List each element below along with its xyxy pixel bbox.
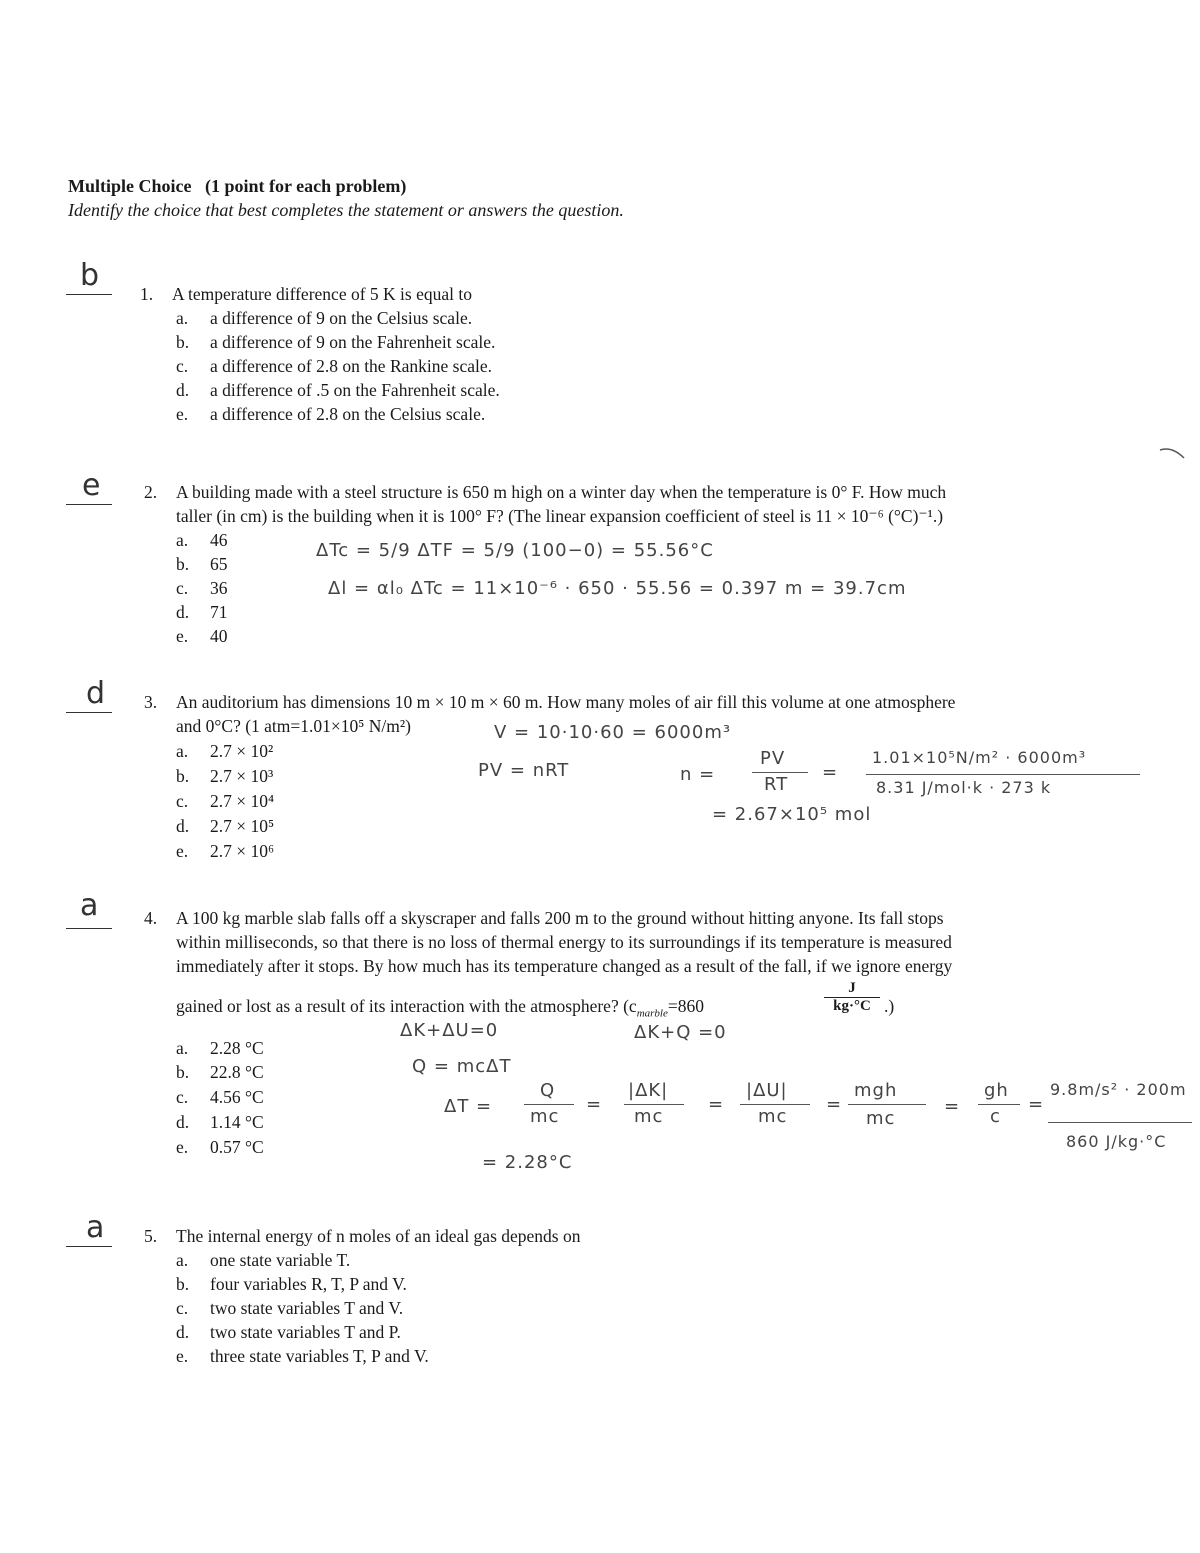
- option-e: e. 2.7 × 10⁶: [176, 841, 275, 861]
- handwritten-result: = 2.28°C: [482, 1152, 573, 1173]
- handwritten-frac-num: gh: [984, 1080, 1009, 1101]
- question-stem: The internal energy of n moles of an ideal gas depends on: [176, 1226, 581, 1246]
- question-stem-line-1: An auditorium has dimensions 10 m × 10 m × 60 m. How many moles of air fill this volume at one atmosphere: [176, 692, 956, 712]
- option-a: a. 2.28 °C: [176, 1038, 264, 1058]
- option-e: e. 40: [176, 626, 228, 646]
- option-c: c. two state variables T and V.: [176, 1298, 404, 1318]
- handwritten-frac-num: 9.8m/s² · 200m: [1050, 1080, 1187, 1099]
- handwritten-work-line-2: Δl = αl₀ ΔTc = 11×10⁻⁶ · 650 · 55.56 = 0.397 m = 39.7cm: [328, 578, 907, 599]
- option-b: b. 22.8 °C: [176, 1062, 264, 1082]
- option-c: c. a difference of 2.8 on the Rankine scale.: [176, 356, 492, 376]
- fraction-bar: [978, 1104, 1020, 1105]
- section-title: Multiple Choice (1 point for each problem): [68, 176, 407, 196]
- handwritten-ideal-gas: PV = nRT: [478, 760, 570, 781]
- answer-line-5: [66, 1246, 112, 1247]
- option-b: b. 2.7 × 10³: [176, 766, 274, 786]
- handwritten-pv: PV: [760, 748, 786, 769]
- option-b: b. four variables R, T, P and V.: [176, 1274, 407, 1294]
- handwritten-frac-num: Q: [540, 1080, 556, 1101]
- specific-heat-unit: J kg·°C: [824, 980, 880, 1015]
- handwritten-frac-den: mc: [530, 1106, 560, 1127]
- option-b: b. 65: [176, 554, 228, 574]
- handwritten-equals: =: [822, 762, 839, 783]
- handwritten-equals: =: [944, 1096, 961, 1117]
- answer-mark-1: b: [80, 258, 100, 293]
- option-d: d. 1.14 °C: [176, 1112, 264, 1132]
- option-e: e. a difference of 2.8 on the Celsius scale.: [176, 404, 486, 424]
- option-c: c. 4.56 °C: [176, 1087, 264, 1107]
- option-e: e. 0.57 °C: [176, 1137, 264, 1157]
- answer-mark-3: d: [86, 676, 106, 711]
- option-c: c. 36: [176, 578, 228, 598]
- handwritten-frac-den: c: [990, 1106, 1001, 1127]
- question-stem-line-1: A building made with a steel structure is 650 m high on a winter day when the temperature is 0° F. How much: [176, 482, 947, 502]
- option-e: e. three state variables T, P and V.: [176, 1346, 429, 1366]
- question-stem: A temperature difference of 5 K is equal to: [172, 284, 472, 304]
- handwritten-frac-num: mgh: [854, 1080, 898, 1101]
- answer-line-1: [66, 294, 112, 295]
- fraction-bar: [1048, 1122, 1192, 1123]
- option-d: d. two state variables T and P.: [176, 1322, 401, 1342]
- option-d: d. a difference of .5 on the Fahrenheit scale.: [176, 380, 500, 400]
- question-stem-line-2: within milliseconds, so that there is no loss of thermal energy to its surroundings if its temperature is measured: [176, 932, 952, 952]
- handwritten-numerator: 1.01×10⁵N/m² · 6000m³: [872, 748, 1087, 767]
- question-number: 3.: [144, 692, 158, 712]
- handwritten-equals: =: [586, 1094, 603, 1115]
- handwritten-frac-den: mc: [634, 1106, 664, 1127]
- handwritten-energy-eq: ΔK+ΔU=0: [400, 1020, 499, 1041]
- scan-mark: [1158, 444, 1188, 464]
- answer-mark-2: e: [82, 468, 101, 503]
- handwritten-equals: =: [1028, 1094, 1045, 1115]
- question-stem-line-1: A 100 kg marble slab falls off a skyscraper and falls 200 m to the ground without hitting anyone. Its fall stops: [176, 908, 944, 928]
- answer-line-3: [66, 712, 112, 713]
- handwritten-n-label: n =: [680, 764, 716, 785]
- option-d: d. 71: [176, 602, 228, 622]
- option-a: a. 2.7 × 10²: [176, 741, 274, 761]
- handwritten-rt: RT: [764, 774, 789, 795]
- question-number: 2.: [144, 482, 158, 502]
- question-number: 4.: [144, 908, 158, 928]
- question-stem-line-2: and 0°C? (1 atm=1.01×10⁵ N/m²): [176, 716, 411, 736]
- handwritten-equals: =: [826, 1094, 843, 1115]
- question-stem-line-3: immediately after it stops. By how much has its temperature changed as a result of the fall, if we ignore energy: [176, 956, 953, 976]
- handwritten-result: = 2.67×10⁵ mol: [712, 804, 872, 825]
- handwritten-frac-den: 860 J/kg·°C: [1066, 1132, 1167, 1151]
- option-a: a. a difference of 9 on the Celsius scale.: [176, 308, 473, 328]
- handwritten-energy-eq-2: ΔK+Q =0: [634, 1022, 727, 1043]
- fraction-bar: [524, 1104, 574, 1105]
- handwritten-work-line-1: ΔTc = 5/9 ΔTF = 5/9 (100−0) = 55.56°C: [316, 540, 714, 561]
- fraction-bar: [624, 1104, 684, 1105]
- handwritten-equals: =: [708, 1094, 725, 1115]
- handwritten-heat-eq: Q = mcΔT: [412, 1056, 512, 1077]
- handwritten-frac-num: |ΔK|: [628, 1080, 669, 1101]
- option-a: a. one state variable T.: [176, 1250, 351, 1270]
- fraction-bar: [740, 1104, 810, 1105]
- question-stem-line-2: taller (in cm) is the building when it is 100° F? (The linear expansion coefficient of steel is 11 × 10⁻⁶ (°C)⁻¹.): [176, 506, 944, 526]
- question-number: 1.: [140, 284, 154, 304]
- handwritten-dt-label: ΔT =: [444, 1096, 493, 1117]
- option-b: b. a difference of 9 on the Fahrenheit scale.: [176, 332, 496, 352]
- option-d: d. 2.7 × 10⁵: [176, 816, 275, 836]
- answer-mark-4: a: [80, 888, 99, 923]
- handwritten-frac-num: |ΔU|: [746, 1080, 788, 1101]
- fraction-bar: [866, 774, 1140, 775]
- answer-mark-5: a: [86, 1210, 105, 1245]
- section-instructions: Identify the choice that best completes the statement or answers the question.: [68, 200, 624, 220]
- fraction-bar: [752, 772, 808, 773]
- handwritten-frac-den: mc: [866, 1108, 896, 1129]
- fraction-bar: [848, 1104, 926, 1105]
- question-number: 5.: [144, 1226, 158, 1246]
- answer-line-2: [66, 504, 112, 505]
- option-c: c. 2.7 × 10⁴: [176, 791, 275, 811]
- handwritten-denominator: 8.31 J/mol·k · 273 k: [876, 778, 1052, 797]
- answer-line-4: [66, 928, 112, 929]
- handwritten-frac-den: mc: [758, 1106, 788, 1127]
- option-a: a. 46: [176, 530, 228, 550]
- handwritten-volume: V = 10·10·60 = 6000m³: [494, 722, 732, 743]
- question-stem-line-4: gained or lost as a result of its interaction with the atmosphere? ($c_{marble}=860$: [176, 996, 704, 1020]
- stem-close: .): [884, 996, 895, 1016]
